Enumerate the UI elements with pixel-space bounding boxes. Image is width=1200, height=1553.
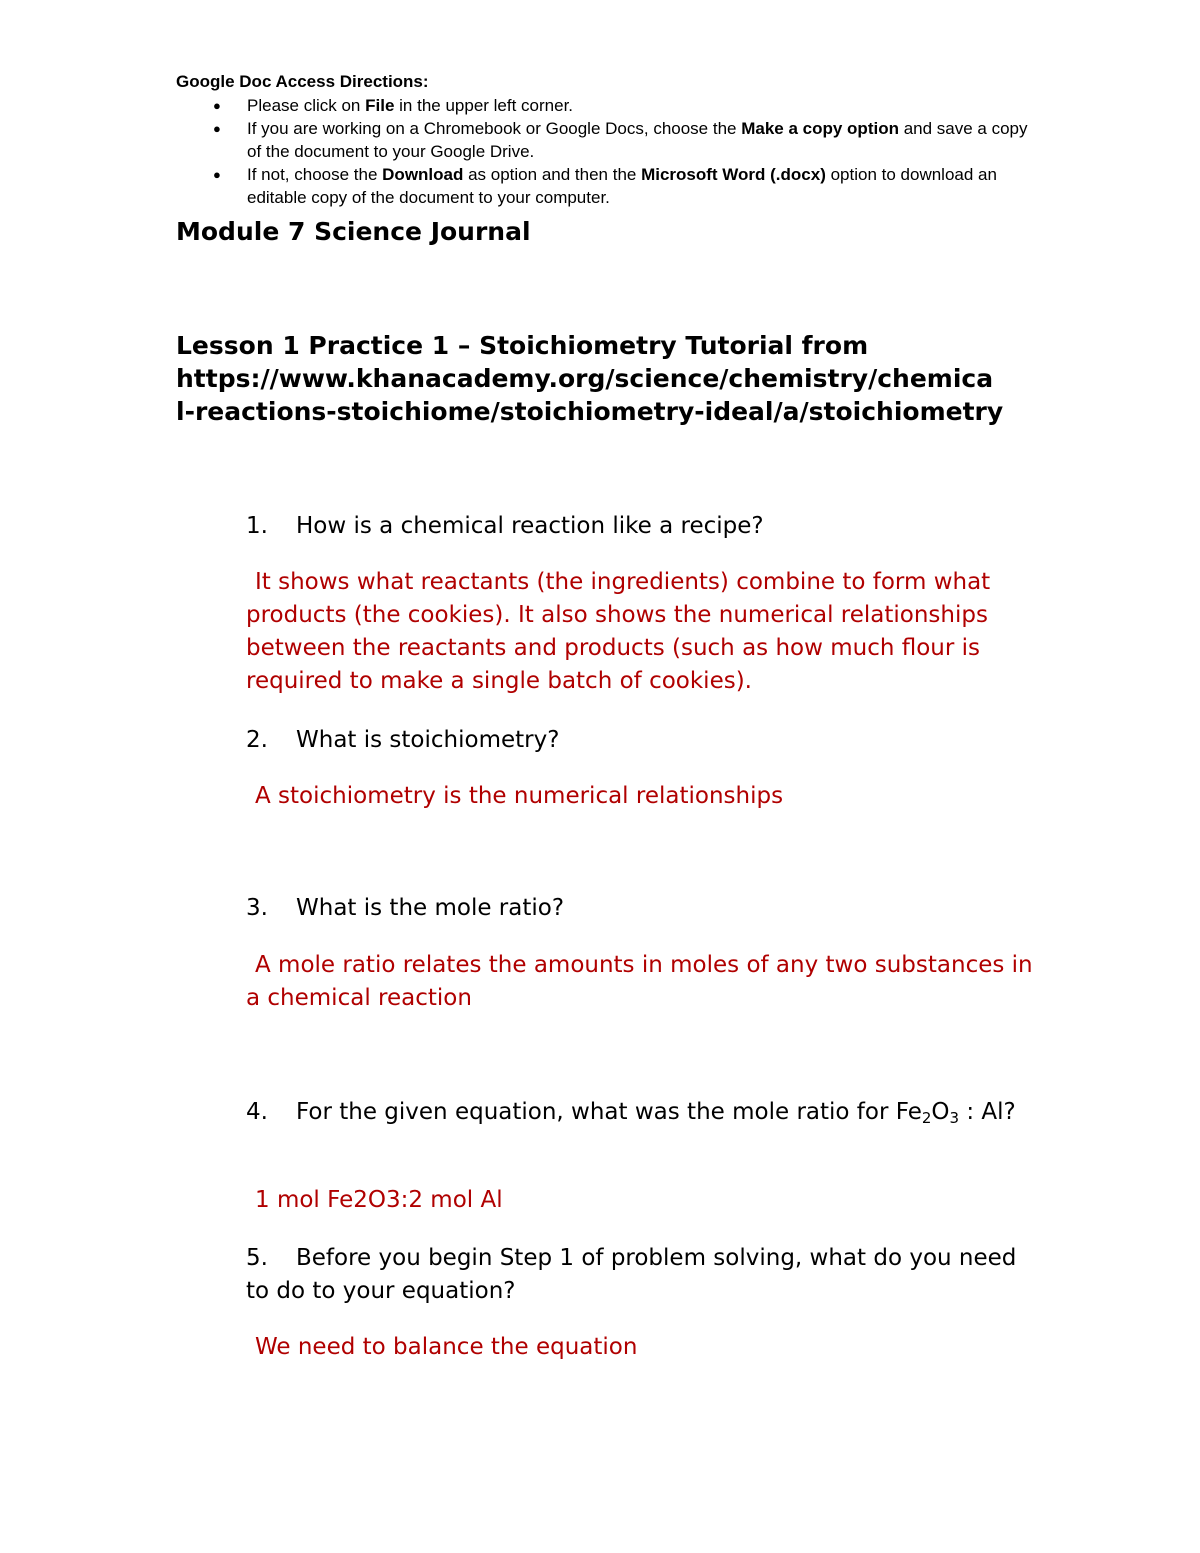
directions-title: Google Doc Access Directions:	[176, 72, 429, 91]
answer-text: A stoichiometry is the numerical relationships	[255, 783, 784, 809]
question-text: For the given equation, what was the mole ratio for Fe	[296, 1099, 922, 1125]
directions-text: in the upper left corner.	[394, 96, 574, 115]
question-text: Before you begin Step 1 of problem solving, what do you need to do to your equation?	[246, 1245, 1017, 1304]
bullet-icon: ●	[213, 98, 221, 113]
question-2	[246, 724, 1036, 757]
directions-bold-text: Microsoft Word (.docx)	[641, 165, 826, 184]
question-text: What is the mole ratio?	[296, 895, 565, 921]
subscript: 2	[921, 1109, 932, 1127]
answer-5	[246, 1331, 1036, 1364]
directions-bold-text: Download	[382, 165, 464, 184]
directions-item	[176, 94, 1036, 117]
directions-item	[176, 163, 1036, 209]
answer-text: We need to balance the equation	[255, 1334, 638, 1360]
journal-title: Module 7 Science Journal	[176, 217, 531, 246]
question-1	[246, 510, 1036, 543]
answer-text: It shows what reactants (the ingredients) combine to form what products (the cookies). It also shows the numerical relationships between the reactants and products (such as how much flour is required to make a single batch of cookies).	[246, 569, 991, 694]
lesson-title	[176, 329, 1036, 428]
directions-list	[176, 94, 1036, 209]
access-directions	[176, 70, 1036, 209]
subscript: 3	[949, 1109, 960, 1127]
answer-4	[246, 1184, 1036, 1217]
question-3	[246, 892, 1036, 925]
answer-1	[246, 566, 1036, 698]
lesson-url-line: https://www.khanacademy.org/science/chemistry/chemica	[176, 364, 994, 393]
question-4	[246, 1096, 1036, 1129]
question-text: : Al?	[959, 1099, 1016, 1125]
answer-3	[246, 949, 1036, 1015]
question-number: 2.	[246, 727, 268, 753]
answer-text: 1 mol Fe2O3:2 mol Al	[255, 1187, 503, 1213]
question-text: O	[931, 1099, 950, 1125]
bullet-icon: ●	[213, 121, 221, 136]
bullet-icon: ●	[213, 167, 221, 182]
question-number: 4.	[246, 1099, 268, 1125]
directions-bold-text: File	[365, 96, 395, 115]
answer-text: A mole ratio relates the amounts in moles of any two substances in a chemical reaction	[246, 952, 1033, 1011]
directions-text: If you are working on a Chromebook or Google Docs, choose the	[247, 119, 742, 138]
question-5	[246, 1242, 1036, 1308]
question-text: How is a chemical reaction like a recipe?	[296, 513, 764, 539]
directions-text: Please click on	[247, 96, 366, 115]
answer-2	[246, 780, 1036, 813]
directions-text: If not, choose the	[247, 165, 383, 184]
lesson-title-line: Lesson 1 Practice 1 – Stoichiometry Tutorial from	[176, 331, 869, 360]
directions-text: option to download an editable copy of the document to your computer.	[247, 165, 997, 207]
directions-text: as option and then the	[463, 165, 642, 184]
question-text: What is stoichiometry?	[296, 727, 560, 753]
directions-text: and save a copy of the document to your Google Drive.	[247, 119, 1028, 161]
lesson-url-line: l-reactions-stoichiome/stoichiometry-ideal/a/stoichiometry	[176, 397, 1004, 426]
question-number: 3.	[246, 895, 268, 921]
directions-item	[176, 117, 1036, 163]
question-number: 1.	[246, 513, 268, 539]
question-number: 5.	[246, 1245, 268, 1271]
directions-bold-text: Make a copy option	[741, 119, 899, 138]
